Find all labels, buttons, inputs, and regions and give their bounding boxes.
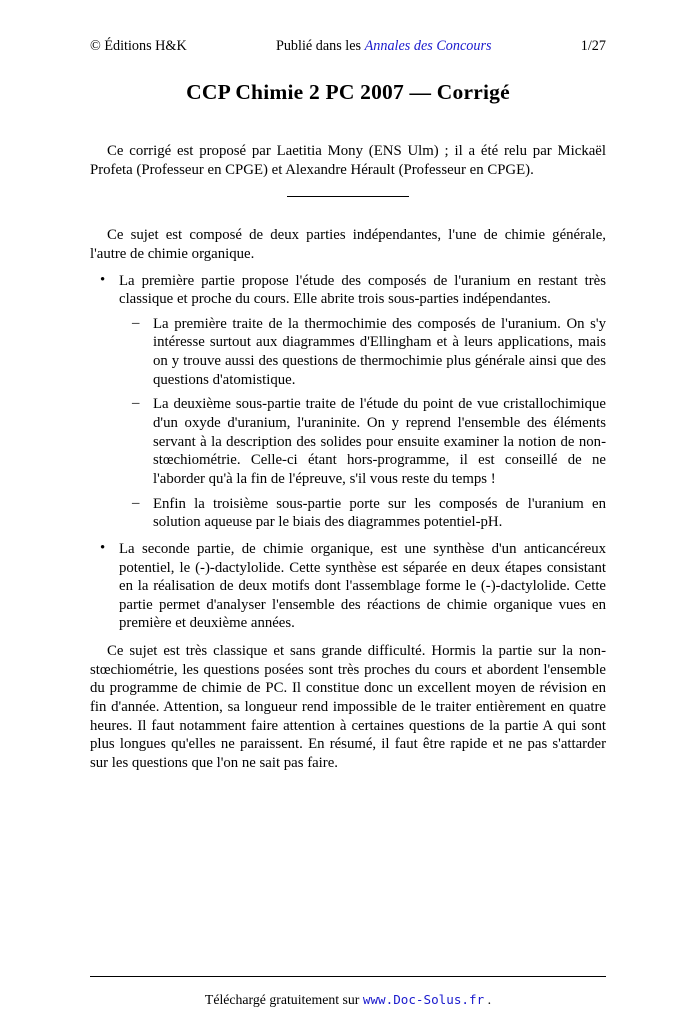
document-title: CCP Chimie 2 PC 2007 — Corrigé — [186, 80, 510, 104]
bullet-marker: • — [100, 271, 106, 288]
dash-marker: – — [132, 314, 140, 331]
doc-solus-link[interactable]: www.Doc-Solus.fr — [362, 992, 485, 1007]
page-header — [90, 38, 606, 55]
copyright-notice: © Éditions H&K — [90, 38, 187, 54]
bullet-marker: • — [100, 539, 106, 556]
separator-rule — [287, 196, 409, 197]
list-item — [90, 495, 606, 532]
intro-paragraph: Ce corrigé est proposé par Laetitia Mony (ENS Ulm) ; il a été relu par Mickaël Profeta (Professeur en CPGE) et Alexandre Hérault (Professeur en CPGE). — [90, 143, 606, 178]
published-in — [276, 38, 492, 55]
journal-link[interactable]: Annales des Concours — [364, 38, 492, 54]
dash-marker: – — [132, 494, 140, 511]
list-item — [90, 315, 606, 390]
footer-prefix: Téléchargé gratuitement sur — [204, 992, 363, 1007]
dash-marker: – — [132, 395, 140, 412]
sub-item-2-text: La deuxième sous-partie traite de l'étude du point de vue cristallochimique d'un oxyde d'uranium, l'uraninite. On y reprend l'ensemble des éléments servant à la description des solides pour ensuite examiner la notion de non-stœchiométrie. Celle-ci étant hors-programme, il est conseillé de ne l'aborder qu'à la fin de l'épreuve, s'il vous reste du temps ! — [153, 396, 606, 487]
page-number: 1/27 — [580, 38, 606, 54]
list-item — [90, 540, 606, 633]
overview-paragraph: Ce sujet est composé de deux parties indépendantes, l'une de chimie générale, l'autre de chimie organique. — [90, 227, 606, 262]
sub-item-1-text: La première traite de la thermochimie des composés de l'uranium. On s'y intéresse surtout aux diagrammes d'Ellingham et à leurs applications, mais on y trouve aussi des questions de thermochimie plus générale ainsi que des questions d'atomistique. — [153, 315, 606, 388]
page-footer — [90, 976, 606, 1008]
published-prefix: Publié dans les — [275, 38, 365, 54]
conclusion-paragraph: Ce sujet est très classique et sans grande difficulté. Hormis la partie sur la non-stœchiométrie, les questions posées sont très proches du cours et abordent l'ensemble du programme de chimie de PC. Il constitue donc un excellent moyen de révision en fin d'année. Attention, sa longueur rend impossible de le traiter entièrement en quatre heures. Il faut notamment faire attention à certaines questions de la partie A qui sont plus longues qu'elles ne paraissent. En résumé, il faut être rapide et ne pas s'attarder sur les questions que l'on ne sait pas faire. — [90, 643, 606, 771]
bullet-1-text: La première partie propose l'étude des composés de l'uranium en restant très classique et proche du cours. Elle abrite trois sous-parties indépendantes. — [119, 272, 606, 308]
list-item — [90, 272, 606, 309]
sub-item-3-text: Enfin la troisième sous-partie porte sur les composés de l'uranium en solution aqueuse par le biais des diagrammes potentiel-pH. — [153, 495, 606, 531]
list-item — [90, 395, 606, 488]
footer-suffix: . — [484, 992, 492, 1007]
footer-rule — [90, 976, 606, 977]
bullet-2-text: La seconde partie, de chimie organique, est une synthèse d'un anticancéreux potentiel, le (-)-dactylolide. Cette synthèse est séparée en deux étapes consistant en la réalisation de deux motifs dont l'assemblage forme le (-)-dactylolide. Cette partie permet d'analyser l'ensemble des réactions de chimie organique vues en première et deuxième années. — [119, 540, 606, 632]
footer-text — [205, 992, 491, 1007]
